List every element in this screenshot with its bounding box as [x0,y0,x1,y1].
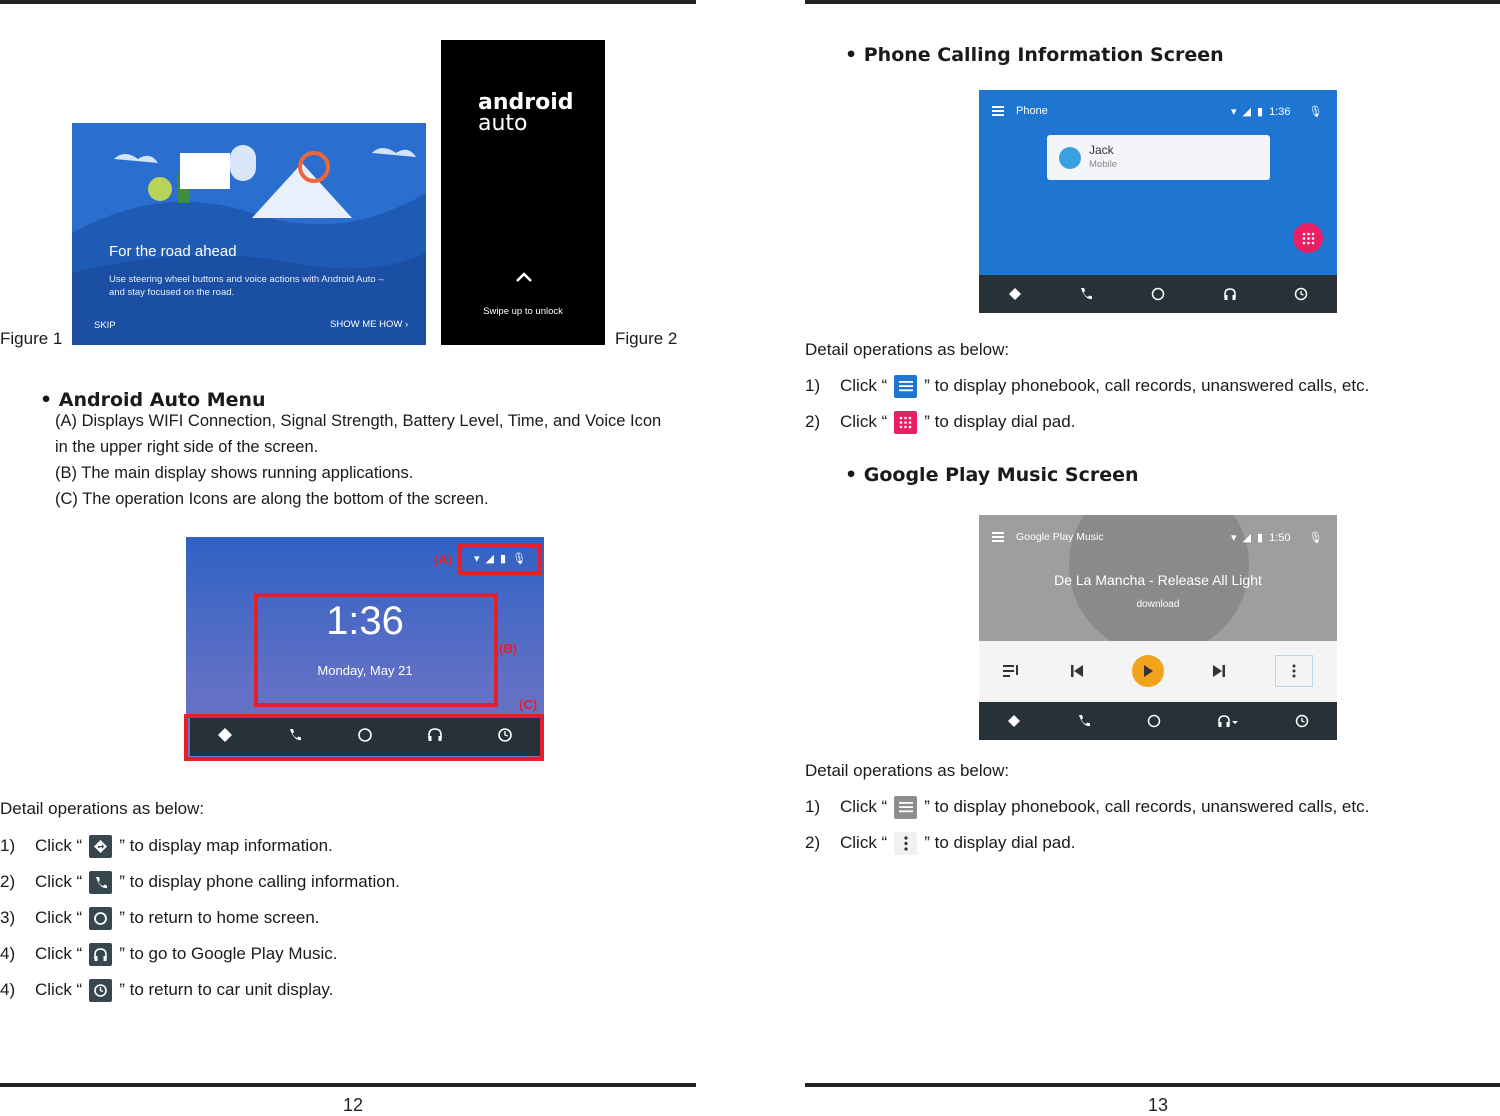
contact-card[interactable] [1047,135,1270,180]
signal-icon: ◢ [1242,532,1251,544]
op-suffix: ” to display phone calling information. [119,872,400,891]
signal-icon: ◢ [485,553,494,565]
battery-icon: ▮ [1257,532,1264,544]
battery-icon: ▮ [500,553,507,565]
op-prefix: Click “ [840,376,888,395]
op-suffix: ” to display phonebook, call records, unanswered calls, etc. [924,797,1370,816]
player-controls [979,641,1337,701]
contact-type: Mobile [1089,159,1117,170]
dialpad-button[interactable] [1293,223,1323,253]
bottom-nav-bar [979,275,1337,313]
left-op-5 [0,977,333,1003]
left-op-4 [0,941,338,967]
wifi-icon: ▾ [474,553,480,565]
top-rule-right [805,0,1500,4]
op-number: 3) [0,908,16,927]
phone-op-1 [805,373,1369,399]
bottom-rule-left [0,1083,696,1087]
op-number: 2) [805,412,821,431]
exit-icon[interactable] [1295,714,1309,728]
headphones-icon[interactable] [1223,287,1237,301]
home-circle-icon [89,907,112,930]
op-prefix: Click “ [35,944,83,963]
op-suffix: ” to display phonebook, call records, unanswered calls, etc. [924,376,1370,395]
menu-line-b: (B) The main display shows running applications. [55,464,414,482]
top-rule-left [0,0,696,4]
left-op-2 [0,869,400,895]
page-number-left: 12 [343,1095,364,1115]
bottom-rule-right [805,1083,1500,1087]
music-screen [979,515,1337,740]
chevron-up-icon [514,270,534,284]
op-number: 4) [0,944,16,963]
music-title: Google Play Music [1016,531,1104,543]
page-number-right: 13 [1148,1095,1169,1115]
chevron-right-icon: › [404,319,409,330]
logo-line-1: android [478,90,574,115]
mic-icon[interactable]: 🎙︎ [512,553,527,565]
status-time: 1:36 [1269,105,1291,118]
highlight-box-b [254,593,498,707]
logo-line-2: auto [478,111,528,136]
op-suffix: ” to go to Google Play Music. [119,944,338,963]
bottom-nav-bar [979,702,1337,740]
headphones-icon [89,943,112,966]
op-number: 4) [0,980,16,999]
phone-title: Phone [1016,105,1048,117]
op-prefix: Click “ [35,980,83,999]
op-suffix: ” to display dial pad. [924,833,1076,852]
phone-icon[interactable] [1077,714,1091,728]
figure-1-caption: Figure 1 [0,329,63,348]
highlight-box-a [458,544,542,575]
navigation-icon[interactable] [1008,287,1022,301]
status-bar [1231,531,1322,544]
show-me-how-label: SHOW ME HOW [330,319,403,330]
figure-1-illustration [72,123,426,345]
label-b: (B) [499,641,518,656]
op-number: 1) [0,836,16,855]
left-op-1 [0,833,333,859]
op-prefix: Click “ [35,872,83,891]
headphones-icon[interactable] [1217,714,1239,728]
dialpad-icon [894,411,917,434]
figure-1-screen [72,123,426,345]
op-number: 2) [0,872,16,891]
phone-screen [979,90,1337,313]
android-auto-logo [478,92,574,134]
op-suffix: ” to return to home screen. [119,908,320,927]
menu-icon[interactable] [992,532,1004,542]
home-circle-icon[interactable] [1147,714,1161,728]
op-prefix: Click “ [840,412,888,431]
menu-icon [894,796,917,819]
next-track-icon[interactable] [1212,664,1226,678]
signal-icon: ◢ [1242,106,1251,118]
music-header [979,515,1337,641]
op-suffix: ” to return to car unit display. [119,980,334,999]
menu-icon [894,375,917,398]
op-prefix: Click “ [35,836,83,855]
avatar [1059,147,1081,169]
swipe-to-unlock[interactable]: Swipe up to unlock [483,306,563,317]
more-vertical-icon [1292,664,1296,678]
music-op-2 [805,830,1075,856]
mic-icon[interactable]: 🎙︎ [1308,532,1323,544]
figure-2-screen [441,40,605,345]
exit-icon [89,979,112,1002]
previous-track-icon[interactable] [1070,664,1084,678]
exit-icon[interactable] [1294,287,1308,301]
wifi-icon: ▾ [1231,532,1237,544]
phone-icon [89,871,112,894]
wifi-icon: ▾ [1231,106,1237,118]
clock-date: Monday, May 21 [317,663,413,678]
left-detail-title: Detail operations as below: [0,799,205,818]
navigation-icon[interactable] [1007,714,1021,728]
phone-detail-title: Detail operations as below: [805,340,1010,359]
play-button[interactable] [1132,655,1164,687]
status-time: 1:50 [1269,531,1291,544]
clock-time: 1:36 [326,599,404,643]
menu-line-c: (C) The operation Icons are along the bottom of the screen. [55,490,489,508]
music-op-1 [805,794,1369,820]
op-number: 1) [805,797,821,816]
op-prefix: Click “ [35,908,83,927]
figure-1-body: Use steering wheel buttons and voice actions with Android Auto – and stay focused on the road. [109,274,384,298]
queue-icon[interactable] [1003,664,1021,678]
android-auto-menu-heading: • Android Auto Menu [40,389,266,411]
track-subtitle: download [1136,599,1180,610]
label-c: (C) [519,697,538,712]
dialpad-icon [1302,232,1315,245]
home-circle-icon[interactable] [1151,287,1165,301]
op-suffix: ” to display map information. [119,836,333,855]
phone-calling-heading: • Phone Calling Information Screen [845,44,1224,66]
google-play-music-heading: • Google Play Music Screen [845,464,1139,486]
mic-icon[interactable]: 🎙︎ [1308,106,1323,118]
phone-op-2 [805,409,1075,435]
more-vertical-icon [894,832,917,855]
play-icon [1142,664,1154,678]
phone-icon[interactable] [1079,287,1093,301]
music-detail-title: Detail operations as below: [805,761,1010,780]
figure-2-caption: Figure 2 [615,329,678,348]
track-title: De La Mancha - Release All Light [1054,572,1262,588]
status-bar [1231,105,1322,118]
op-prefix: Click “ [840,797,888,816]
more-options-button[interactable] [1275,655,1313,687]
highlight-box-c [184,714,544,761]
show-me-how-button[interactable] [330,319,408,330]
menu-line-a: (A) Displays WIFI Connection, Signal Strength, Battery Level, Time, and Voice Icon [55,412,662,430]
contact-name: Jack [1089,143,1114,157]
navigation-icon [89,835,112,858]
label-a: (A) [434,552,453,567]
op-number: 2) [805,833,821,852]
op-number: 1) [805,376,821,395]
op-prefix: Click “ [840,833,888,852]
menu-line-a2: in the upper right side of the screen. [55,438,319,456]
figure-1-title: For the road ahead [109,243,237,260]
skip-button[interactable]: SKIP [94,320,116,331]
menu-icon[interactable] [992,106,1004,116]
op-suffix: ” to display dial pad. [924,412,1076,431]
left-op-3 [0,905,320,931]
battery-icon: ▮ [1257,106,1264,118]
